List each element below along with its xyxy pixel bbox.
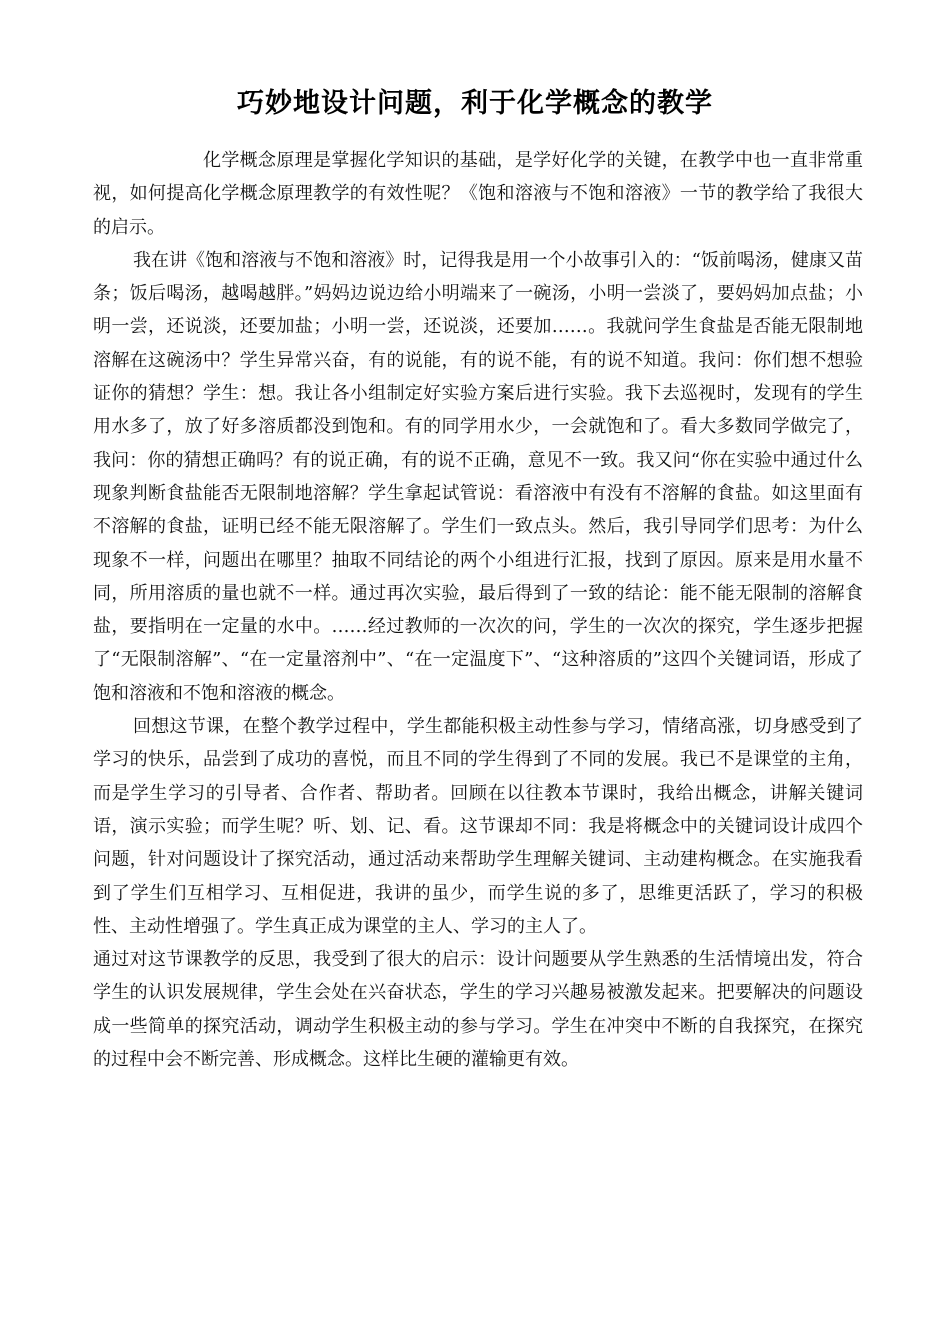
paragraph-reflection: 回想这节课，在整个教学过程中，学生都能积极主动性参与学习，情绪高涨，切身感受到了学习的快乐，品尝到了成功的喜悦，而且不同的学生得到了不同的发展。我已不是课堂的主角，而是学生学习的引导者、合作者、帮助者。回顾在以往教本节课时，我给出概念，讲解关键词语，演示实验；而学生呢？听、划、记、看。这节课却不同：我是将概念中的关键词设计成四个问题，针对问题设计了探究活动，通过活动来帮助学生理解关键词、主动建构概念。在实施我看到了学生们互相学习、互相促进，我讲的虽少，而学生说的多了，思维更活跃了，学习的积极性、主动性增强了。学生真正成为课堂的主人、学习的主人了。 [93,716,863,937]
paragraph-lesson-story: 我在讲《饱和溶液与不饱和溶液》时，记得我是用一个小故事引入的：“饭前喝汤，健康又苗条；饭后喝汤，越喝越胖。”妈妈边说边给小明端来了一碗汤，小明一尝淡了，要妈妈加点盐；小明一尝，还说淡，还要加盐；小明一尝，还说淡，还要加……。我就问学生食盐是否能无限制地溶解在这碗汤中？学生异常兴奋，有的说能，有的说不能，有的说不知道。我问：你们想不想验证你的猜想？学生：想。我让各小组制定好实验方案后进行实验。我下去巡视时，发现有的学生用水多了，放了好多溶质都没到饱和。有的同学用水少，一会就饱和了。看大多数同学做完了，我问：你的猜想正确吗？有的说正确，有的说不正确，意见不一致。我又问“你在实验中通过什么现象判断食盐能否无限制地溶解？学生拿起试管说：看溶液中有没有不溶解的食盐。如这里面有不溶解的食盐，证明已经不能无限溶解了。学生们一致点头。然后，我引导同学们思考：为什么现象不一样，问题出在哪里？抽取不同结论的两个小组进行汇报，找到了原因。原来是用水量不同，所用溶质的量也就不一样。通过再次实验，最后得到了一致的结论：能不能无限制的溶解食盐，要指明在一定量的水中。……经过教师的一次次的问，学生的一次次的探究，学生逐步把握了“无限制溶解”、“在一定量溶剂中”、“在一定温度下”、“这种溶质的”这四个关键词语，形成了饱和溶液和不饱和溶液的概念。 [93,249,863,704]
document-title: 巧妙地设计问题，利于化学概念的教学 [237,88,713,119]
paragraph-conclusion: 通过对这节课教学的反思，我受到了很大的启示：设计问题要从学生熟悉的生活情境出发，符合学生的认识发展规律，学生会处在兴奋状态，学生的学习兴趣易被激发起来。把要解决的问题设成一些简单的探究活动，调动学生积极主动的参与学习。学生在冲突中不断的自我探究，在探究的过程中会不断完善、形成概念。这样比生硬的灌输更有效。 [93,949,863,1071]
paragraph-intro: 化学概念原理是掌握化学知识的基础，是学好化学的关键，在教学中也一直非常重视，如何提高化学概念原理教学的有效性呢？《饱和溶液与不饱和溶液》一节的教学给了我很大的启示。 [93,150,863,238]
document-body [93,144,863,1076]
